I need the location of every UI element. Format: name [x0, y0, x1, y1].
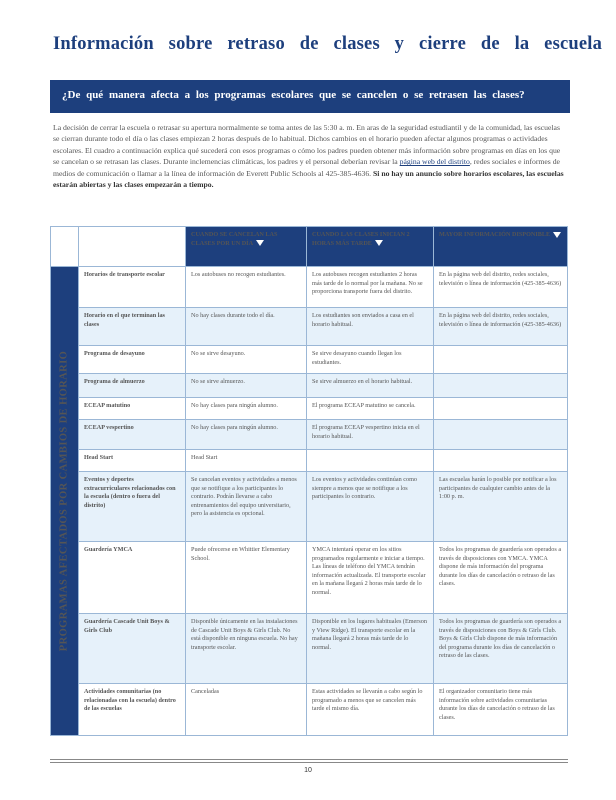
row-label: Eventos y deportes extracurriculares relacionados con la escuela (dentro o fuera del distrito)	[79, 472, 186, 542]
header-delay-2h: CUANDO LAS CLASES INICIAN 2 HORAS MÁS TARDE	[307, 227, 434, 267]
cell-cancel: No se sirve desayuno.	[186, 346, 307, 374]
header-blank-label	[79, 227, 186, 267]
intro-text-1: La decisión de cerrar la escuela o retrasar su apertura normalmente se toma antes de las 5:30 a. m. En aras de la seguridad estudiantil y de la comunidad, las escuelas se cierran durante todo el día o las clases empiezan 2 horas después de lo habitual. Dichos cambios en el horario pueden afectar algunos programas o actividades escolares. El cuadro a continuación explica qué sucederá con esos programas o cómo los padres pueden obtener más información sobre programas en días en los que se cancelan o se retrasan las clases. Durante inclemencias climáticas, los padres y el personal deberían revisar la	[53, 123, 561, 167]
intro-paragraph	[53, 122, 565, 190]
cell-delay: Los estudiantes son enviados a casa en el horario habitual.	[307, 308, 434, 346]
cell-delay: Los autobuses recogen estudiantes 2 horas más tarde de lo normal por la mañana. No se proporciona transporte fuera del distrito.	[307, 267, 434, 308]
schedule-change-table	[50, 226, 568, 736]
cell-cancel: No hay clases durante todo el día.	[186, 308, 307, 346]
cell-cancel: Se cancelan eventos y actividades a menos que se notifique a los participantes lo contrario. Podrán llevarse a cabo entrenamientos del equipo universitario, pero la asistencia es opcional.	[186, 472, 307, 542]
row-label: ECEAP vespertino	[79, 420, 186, 450]
row-label: Head Start	[79, 450, 186, 472]
section-banner: ¿De qué manera afecta a los programas escolares que se cancelen o se retrasen las clases?	[50, 80, 570, 113]
cell-cancel: No se sirve almuerzo.	[186, 374, 307, 398]
cell-delay	[307, 450, 434, 472]
cell-delay: Estas actividades se llevarán a cabo según lo programado a menos que se cancelen más tarde el mismo día.	[307, 684, 434, 736]
cell-info	[434, 420, 568, 450]
row-label: Horarios de transporte escolar	[79, 267, 186, 308]
cell-cancel: Head Start	[186, 450, 307, 472]
row-label: Programa de almuerzo	[79, 374, 186, 398]
header-cancel-day: CUANDO SE CANCELAN LAS CLASES POR UN DÍA	[186, 227, 307, 267]
triangle-down-icon	[553, 232, 561, 238]
triangle-down-icon	[375, 240, 383, 246]
cell-info	[434, 374, 568, 398]
cell-info	[434, 450, 568, 472]
cell-info	[434, 398, 568, 420]
cell-info	[434, 346, 568, 374]
row-label: Guardería YMCA	[79, 542, 186, 614]
cell-delay: YMCA intentará operar en los sitios programados regularmente e iniciar a tiempo. Las líneas de teléfono del YMCA tendrán información actualizada. El transporte escolar en la mañana llegará 2 horas más tarde de lo normal.	[307, 542, 434, 614]
cell-info: Las escuelas harán lo posible por notificar a los participantes de cualquier cambio antes de la 1:00 p. m.	[434, 472, 568, 542]
cell-delay: Disponible en los lugares habituales (Emerson y View Ridge). El transporte escolar en la mañana llegará 2 horas más tarde de lo normal.	[307, 614, 434, 684]
header-blank	[51, 227, 79, 267]
cell-delay: El programa ECEAP vespertino inicia en el horario habitual.	[307, 420, 434, 450]
footer-divider	[50, 759, 568, 760]
intro-bold-note: Si no hay un anuncio sobre horarios escolares, las escuelas estarán abiertas y las clases empezarán a tiempo.	[53, 168, 564, 190]
cell-info: Todos los programas de guardería son operados a través de disposiciones con YMCA. YMCA dispone de más información del programa durante los días de cancelación o retraso de las clases.	[434, 542, 568, 614]
header-more-info: MAYOR INFORMACIÓN DISPONIBLE	[434, 227, 568, 267]
row-label: Horario en el que terminan las clases	[79, 308, 186, 346]
footer-divider	[50, 762, 568, 763]
cell-cancel: Disponible únicamente en las instalaciones de Cascade Unit Boys & Girls Club. No está disponible en ninguna escuela. No hay transporte escolar.	[186, 614, 307, 684]
cell-cancel: Los autobuses no recogen estudiantes.	[186, 267, 307, 308]
cell-cancel: No hay clases para ningún alumno.	[186, 398, 307, 420]
row-label: Guardería Cascade Unit Boys & Girls Club	[79, 614, 186, 684]
intro-text-2: , redes sociales e informes de medios de comunicación o llamar a la línea de información de Everett Public Schools al 425-385-4636.	[53, 157, 560, 178]
cell-info: En la página web del distrito, redes sociales, televisión o línea de información (425-385-4636)	[434, 267, 568, 308]
cell-delay: Los eventos y actividades continúan como siempre a menos que se notifique a los participantes lo contrario.	[307, 472, 434, 542]
page-title: Información sobre retraso de clases y cierre de la escuela	[53, 34, 603, 54]
cell-info: En la página web del distrito, redes sociales, televisión o línea de información (425-385-4636)	[434, 308, 568, 346]
side-label-cell	[51, 267, 79, 736]
district-webpage-link[interactable]: página web del distrito	[399, 157, 470, 167]
cell-cancel: No hay clases para ningún alumno.	[186, 420, 307, 450]
side-label: PROGRAMAS AFECTADOS POR CAMBIOS DE HORARIO	[58, 350, 70, 652]
row-label: Actividades comunitarias (no relacionadas con la escuela) dentro de las escuelas	[79, 684, 186, 736]
cell-cancel: Puede ofrecerse en Whittier Elementary School.	[186, 542, 307, 614]
triangle-down-icon	[256, 240, 264, 246]
cell-delay: Se sirve almuerzo en el horario habitual.	[307, 374, 434, 398]
cell-info: El organizador comunitario tiene más información sobre actividades comunitarias durante los días de cancelación o retraso de las clases.	[434, 684, 568, 736]
cell-info: Todos los programas de guardería son operados a través de disposiciones con Boys & Girls Club. Boys & Girls Club dispone de más información del programa durante los días de cancelación o retraso de las clases.	[434, 614, 568, 684]
row-label: ECEAP matutino	[79, 398, 186, 420]
page-number: 10	[304, 767, 312, 774]
row-label: Programa de desayuno	[79, 346, 186, 374]
cell-cancel: Canceladas	[186, 684, 307, 736]
cell-delay: El programa ECEAP matutino se cancela.	[307, 398, 434, 420]
cell-delay: Se sirve desayuno cuando llegan los estudiantes.	[307, 346, 434, 374]
